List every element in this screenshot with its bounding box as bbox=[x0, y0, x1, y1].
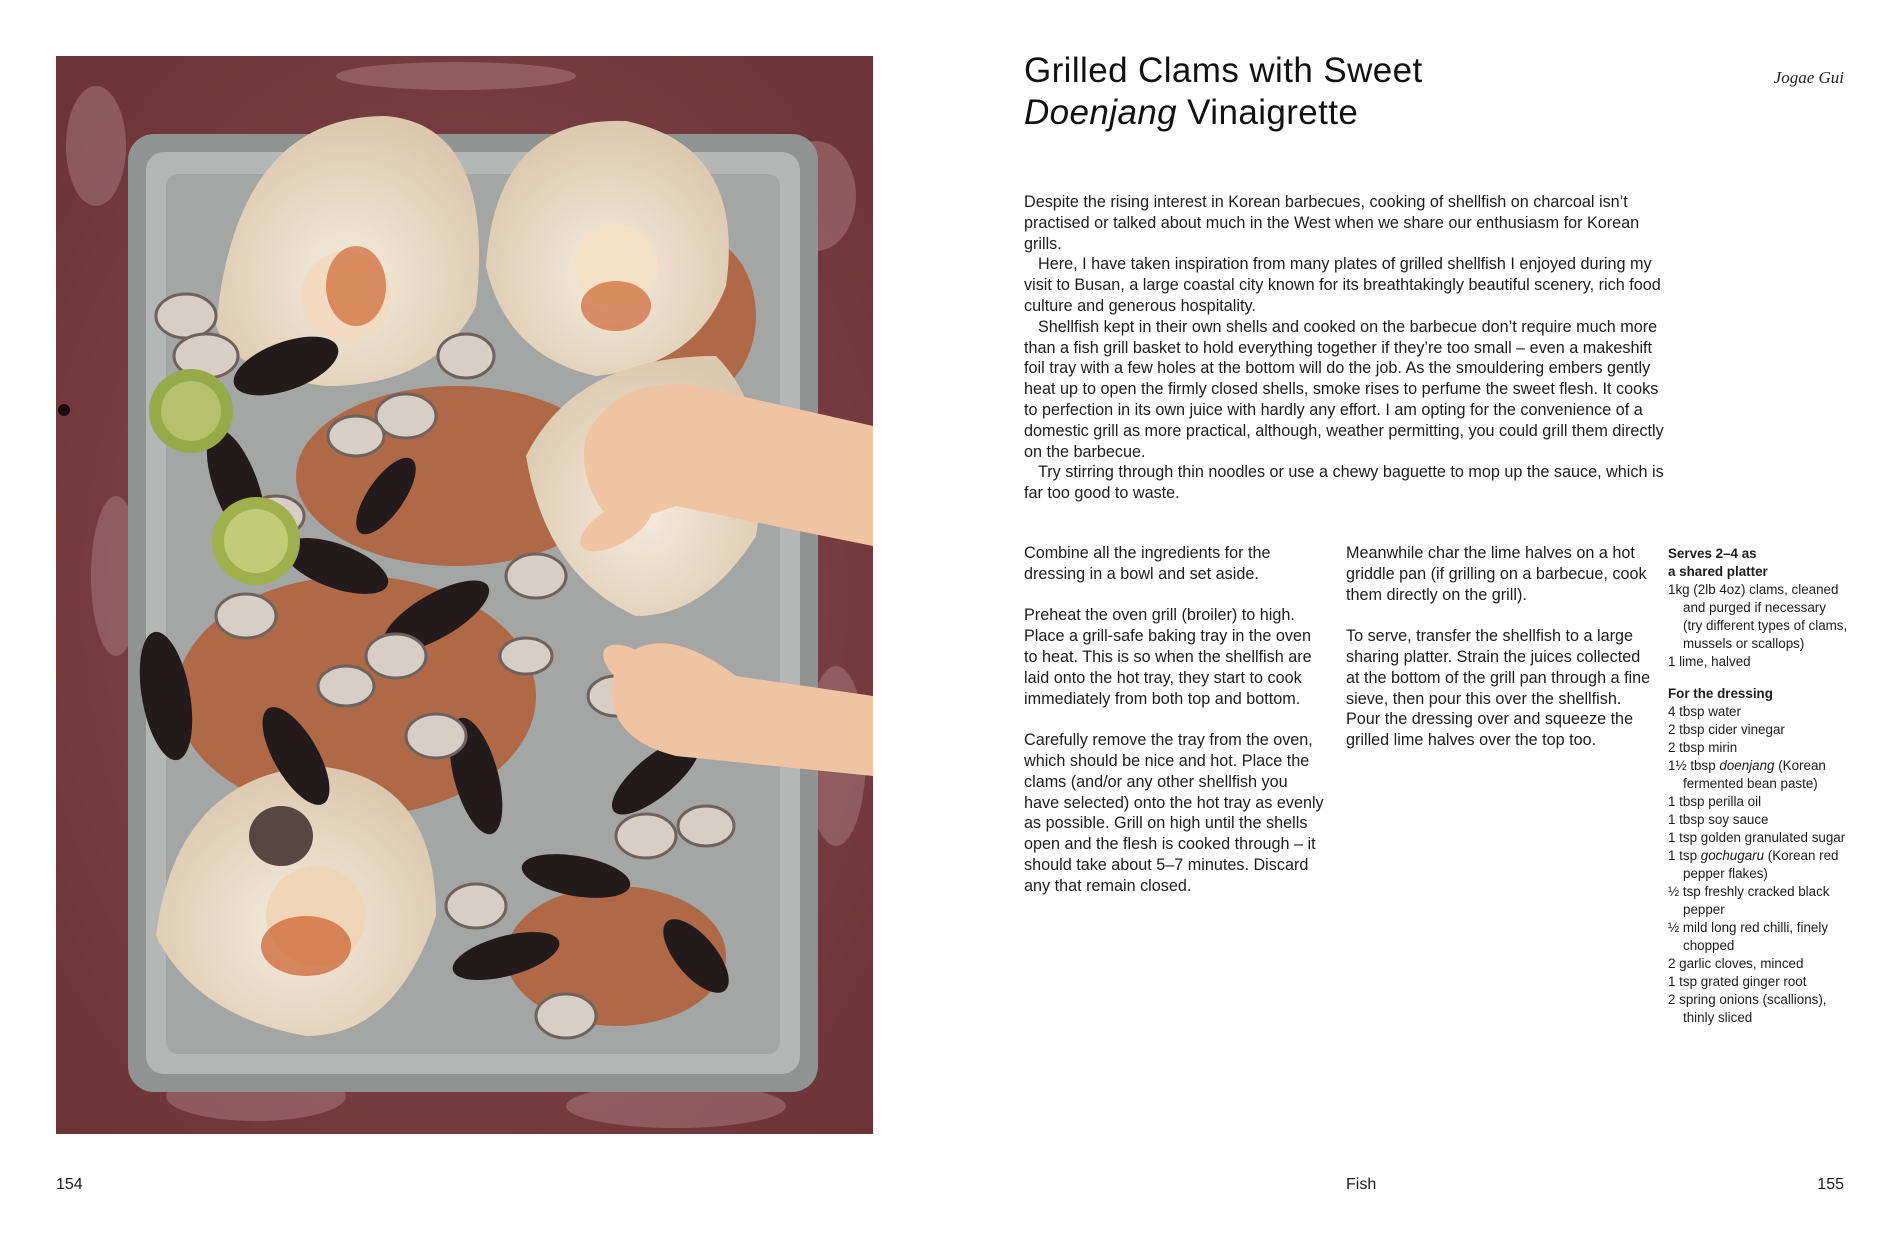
recipe-title-korean-term: Doenjang bbox=[1024, 93, 1178, 132]
ingredient-item: 1 tsp grated ginger root bbox=[1668, 974, 1807, 989]
dressing-heading: For the dressing bbox=[1668, 686, 1773, 701]
serves-line: a shared platter bbox=[1668, 564, 1768, 579]
intro-paragraph: Here, I have taken inspiration from many plates of grilled shellfish I enjoyed during my visit to Busan, a large coastal city known for its breathtakingly beautiful scenery, rich food culture and generous hospitality. bbox=[1024, 255, 1661, 315]
page-number-left: 154 bbox=[56, 1176, 83, 1193]
ingredient-item: 1 tsp golden granulated sugar bbox=[1668, 830, 1846, 845]
ingredient-item: 2 tbsp mirin bbox=[1668, 740, 1738, 755]
ingredient-item: 1 tbsp perilla oil bbox=[1668, 794, 1762, 809]
intro-text bbox=[1024, 192, 1664, 504]
ingredient-korean-term: doenjang bbox=[1719, 758, 1775, 773]
serves-label bbox=[1668, 545, 1848, 581]
ingredient-qty: 1 tsp bbox=[1668, 848, 1701, 863]
page-number-right: 155 bbox=[1817, 1176, 1844, 1193]
food-photo-illustration bbox=[56, 56, 873, 1134]
method-step: Carefully remove the tray from the oven, which should be nice and hot. Place the clams (and/or any other shellfish you have selected) onto the hot tray as evenly as possible. Grill on high until the shells open and the flesh is cooked through – it should take about 5–7 minutes. Discard any that remain closed. bbox=[1024, 731, 1324, 895]
intro-paragraph: Shellfish kept in their own shells and cooked on the barbecue don’t require much more than a fish grill basket to hold everything together if they’re too small – even a makeshift foil tray with a few holes at the bottom will do the job. As the smouldering embers gently heat up to open the firmly closed shells, smoke rises to perfume the sweet flesh. It cooks to perfection in its own juice with hardly any effort. I am opting for the convenience of a domestic grill as more practical, although, weather permitting, you could grill them directly on the barbecue. bbox=[1024, 317, 1664, 461]
ingredient-item: ½ tsp freshly cracked black pepper bbox=[1668, 884, 1830, 917]
ingredient-desc: (Korean red pepper flakes) bbox=[1683, 848, 1839, 881]
method-step: To serve, transfer the shellfish to a large sharing platter. Strain the juices collected at the bottom of the grill pan through a fine sieve, then pour this over the shellfish. Pour the dressing over and squeeze the grilled lime halves over the top too. bbox=[1346, 627, 1651, 750]
korean-recipe-name: Jogae Gui bbox=[1773, 68, 1844, 87]
ingredient-item: 2 spring onions (scallions), thinly sliced bbox=[1668, 992, 1827, 1025]
method-column-2 bbox=[1346, 543, 1651, 772]
recipe-title bbox=[1024, 50, 1423, 134]
ingredients-list bbox=[1668, 545, 1848, 1027]
ingredient-item: 1kg (2lb 4oz) clams, cleaned and purged if necessary (try different types of clams, mussels or scallops) bbox=[1668, 582, 1848, 651]
section-name: Fish bbox=[1346, 1176, 1377, 1193]
ingredient-qty: 1½ tbsp bbox=[1668, 758, 1720, 773]
method-step: Meanwhile char the lime halves on a hot griddle pan (if grilling on a barbecue, cook them directly on the grill). bbox=[1346, 544, 1647, 604]
ingredient-desc: (Korean fermented bean paste) bbox=[1683, 758, 1826, 791]
ingredient-item bbox=[1668, 847, 1848, 883]
ingredient-item: ½ mild long red chilli, finely chopped bbox=[1668, 920, 1829, 953]
recipe-title-line2-rest: Vinaigrette bbox=[1177, 93, 1359, 132]
ingredient-item: 4 tbsp water bbox=[1668, 704, 1741, 719]
method-step: Combine all the ingredients for the dressing in a bowl and set aside. bbox=[1024, 544, 1271, 583]
grilled-shellfish-photo bbox=[56, 56, 873, 1134]
dressing-ingredients bbox=[1668, 703, 1848, 1027]
intro-paragraph: Try stirring through thin noodles or use a chewy baguette to mop up the sauce, which is far too good to waste. bbox=[1024, 463, 1664, 503]
recipe-title-line2 bbox=[1024, 92, 1423, 134]
intro-paragraph: Despite the rising interest in Korean barbecues, cooking of shellfish on charcoal isn’t practised or talked about much in the West when we share our enthusiasm for Korean grills. bbox=[1024, 193, 1640, 253]
method-column-1 bbox=[1024, 543, 1324, 917]
recipe-title-line1: Grilled Clams with Sweet bbox=[1024, 51, 1423, 90]
ingredient-item: 1 tbsp soy sauce bbox=[1668, 812, 1769, 827]
ingredient-item: 2 garlic cloves, minced bbox=[1668, 956, 1804, 971]
serves-line: Serves 2–4 as bbox=[1668, 546, 1757, 561]
ingredient-item: 1 lime, halved bbox=[1668, 654, 1751, 669]
ingredient-korean-term: gochugaru bbox=[1700, 848, 1765, 863]
main-ingredients bbox=[1668, 581, 1848, 671]
method-step: Preheat the oven grill (broiler) to high. Place a grill-safe baking tray in the oven to heat. This is so when the shellfish are laid onto the hot tray, they start to cook immediately from both top and bottom. bbox=[1024, 606, 1312, 708]
ingredient-item bbox=[1668, 757, 1848, 793]
ingredient-item: 2 tbsp cider vinegar bbox=[1668, 722, 1785, 737]
